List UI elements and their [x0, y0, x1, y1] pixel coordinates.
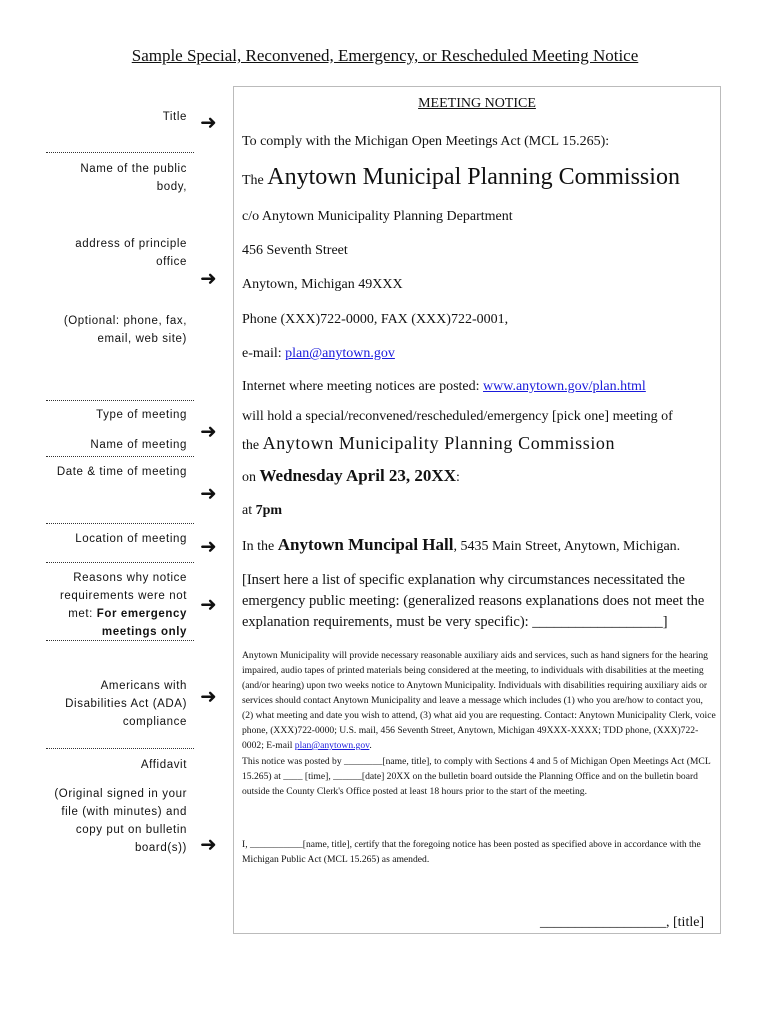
- label-original-signed: [27, 785, 187, 857]
- meeting-body-line: [242, 431, 615, 458]
- signature-line: __________________: [540, 915, 666, 930]
- divider: [46, 748, 194, 749]
- will-hold-line: will hold a special/reconvened/rescheduled/emergency [pick one] meeting of: [242, 409, 673, 424]
- label-line: requirements were not: [59, 590, 187, 602]
- public-body-line: [242, 160, 680, 198]
- label-ada: [27, 677, 187, 731]
- label-address: [27, 235, 187, 271]
- certify-paragraph: I, ___________[name, title], certify that the foregoing notice has been posted as specified above in accordance with the Michigan Public Act (MCL 15.265) as amended.: [242, 839, 701, 865]
- meeting-time: 7pm: [255, 503, 283, 518]
- divider: [46, 562, 194, 563]
- emergency-explanation: [Insert here a list of specific explanation why circumstances necessitated the emergency public meeting: (generalized reasons explanations does not meet the explanation requirements, must be very specific): __________________]: [242, 572, 705, 630]
- internet-prefix: Internet where meeting notices are posted:: [242, 379, 484, 394]
- label-emphasis: meetings only: [101, 626, 187, 638]
- signature-title: , [title]: [666, 915, 705, 930]
- arrow-right-icon: ➜: [200, 534, 217, 558]
- email-line: [242, 345, 395, 363]
- the-prefix: the: [242, 438, 263, 453]
- posting-paragraph: This notice was posted by ________[name, title], to comply with Sections 4 and 5 of Michigan Open Meetings Act (MCL 15.265) at ____ [time], ______[date] 20XX on the bulletin board outside the Planning Office and on the bulletin board outside the County Clerk's Office posted at least 18 hours prior to the start of the meeting.: [242, 756, 711, 797]
- label-text: met:: [68, 608, 93, 620]
- label-line: Americans with: [100, 680, 187, 692]
- email-prefix: e-mail:: [242, 346, 286, 361]
- label-affidavit: Affidavit: [140, 759, 187, 771]
- label-name-of-meeting: Name of meeting: [90, 439, 187, 451]
- website-link[interactable]: www.anytown.gov/plan.html: [483, 379, 646, 394]
- label-line: Name of the public: [80, 163, 187, 175]
- meeting-body-name: Anytown Municipality Planning Commission: [262, 433, 616, 453]
- label-line: file (with minutes) and: [61, 806, 187, 818]
- divider: [46, 523, 194, 524]
- label-title: Title: [162, 111, 187, 123]
- label-line: copy put on bulletin: [75, 824, 187, 836]
- at-prefix: at: [242, 503, 256, 518]
- time-line: [242, 502, 282, 520]
- label-line: compliance: [122, 716, 187, 728]
- label-location: Location of meeting: [75, 533, 187, 545]
- document-title: Sample Special, Reconvened, Emergency, or Rescheduled Meeting Notice: [131, 46, 639, 65]
- divider: [46, 400, 194, 401]
- label-reasons: [27, 569, 187, 641]
- arrow-right-icon: ➜: [200, 684, 217, 708]
- signature-block: [540, 914, 704, 932]
- city-line: Anytown, Michigan 49XXX: [242, 277, 403, 292]
- email-link[interactable]: plan@anytown.gov: [285, 346, 395, 361]
- label-emphasis: For emergency: [96, 608, 187, 620]
- label-line: (Optional: phone, fax,: [63, 315, 187, 327]
- hall-name: Anytown Muncipal Hall: [277, 535, 454, 554]
- on-prefix: on: [242, 470, 260, 485]
- label-public-body: [27, 160, 187, 196]
- label-line: [27, 605, 187, 623]
- ada-email-link[interactable]: plan@anytown.gov: [294, 740, 370, 751]
- arrow-right-icon: ➜: [200, 110, 217, 134]
- phone-line: Phone (XXX)722-0000, FAX (XXX)722-0001,: [242, 312, 509, 327]
- arrow-right-icon: ➜: [200, 832, 217, 856]
- label-line: [27, 623, 187, 641]
- label-line: Reasons why notice: [73, 572, 187, 584]
- arrow-right-icon: ➜: [200, 592, 217, 616]
- divider: [46, 640, 194, 641]
- label-date-time: Date & time of meeting: [56, 466, 187, 478]
- comply-line: To comply with the Michigan Open Meetings Act (MCL 15.265):: [242, 134, 610, 149]
- ada-paragraph: [242, 648, 716, 753]
- label-line: body,: [156, 181, 187, 193]
- ada-text: Anytown Municipality will provide necessary reasonable auxiliary aids and services, such as hand signers for the hearing impaired, audio tapes of printed materials being considered at the meeting, to individuals with disabilities at the meeting (and/or hearing) upon two weeks notice to Anytown Municipality. Individuals with disabilities requiring auxiliary aids or services should contact Anytown Municipality and leave a message which includes (1) who you are/how to contact you, (2) what meeting and date you wish to attend, (3) what aid you are requesting. Contact: Anytown Municipality Clerk, voice phone, (XXX)722-0000; U.S. mail, 456 Seventh Street, Anytown, Michigan 49XXX-XXXX; TDD phone, (XXX)722-0002; E-mail: [242, 650, 716, 751]
- ada-end: .: [369, 740, 372, 751]
- internet-line: [242, 378, 646, 396]
- arrow-right-icon: ➜: [200, 419, 217, 443]
- label-line: office: [156, 256, 187, 268]
- in-prefix: In the: [242, 539, 278, 554]
- public-body-name: Anytown Municipal Planning Commission: [267, 164, 680, 190]
- date-suffix: :: [455, 470, 460, 485]
- label-line: Disabilities Act (ADA): [65, 698, 187, 710]
- label-line: email, web site): [97, 333, 187, 345]
- label-line: (Original signed in your: [54, 788, 187, 800]
- label-type-of-meeting: Type of meeting: [96, 409, 187, 421]
- care-of-line: c/o Anytown Municipality Planning Department: [242, 209, 513, 224]
- notice-heading: MEETING NOTICE: [418, 96, 536, 111]
- street-line: 456 Seventh Street: [242, 243, 348, 258]
- the-word: The: [242, 173, 264, 188]
- hall-address: , 5435 Main Street, Anytown, Michigan.: [453, 539, 681, 554]
- arrow-right-icon: ➜: [200, 266, 217, 290]
- label-optional-contact: [27, 312, 187, 348]
- date-line: [242, 465, 460, 489]
- divider: [46, 152, 194, 153]
- location-line: [242, 534, 680, 558]
- meeting-date: Wednesday April 23, 20XX: [259, 466, 456, 485]
- label-line: address of principle: [75, 238, 187, 250]
- divider: [46, 456, 194, 457]
- arrow-right-icon: ➜: [200, 481, 217, 505]
- label-line: board(s)): [134, 842, 187, 854]
